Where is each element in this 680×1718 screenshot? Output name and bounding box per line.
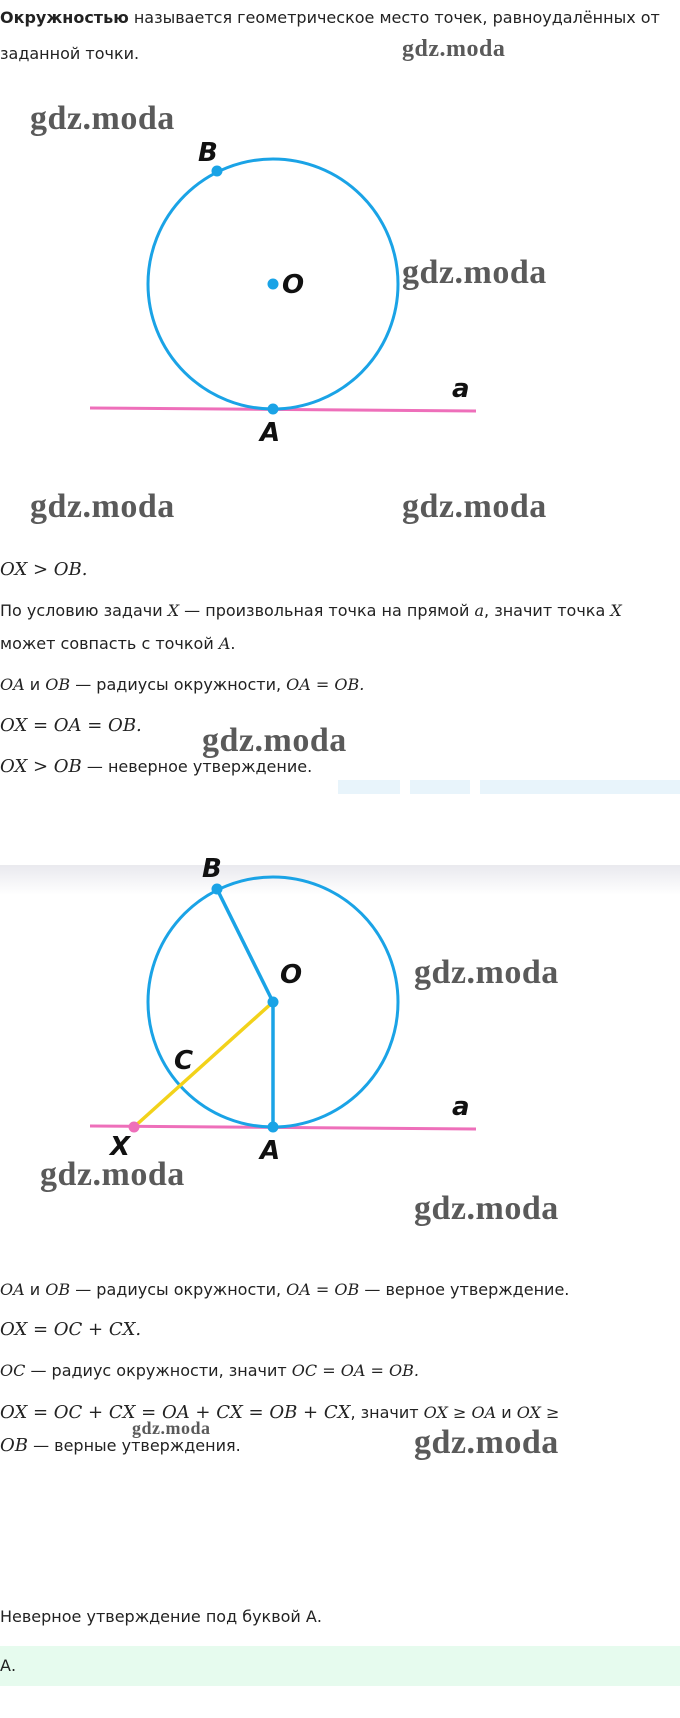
text: может совпасть с точкой (0, 634, 219, 653)
watermark: gdz.moda (414, 1190, 559, 1227)
text: , значит точка (484, 601, 611, 620)
watermark: gdz.moda (40, 1156, 185, 1193)
math-a: a (474, 601, 485, 620)
solution2-line-4 (0, 1403, 559, 1423)
solution2-line-3 (0, 1361, 419, 1381)
math-oa: OA (0, 1280, 25, 1299)
point-a (268, 1122, 279, 1133)
text: и (24, 1280, 46, 1299)
definition-text: называется геометрическое место точек, равноудалённых от (128, 8, 660, 27)
label-a-line: a (452, 1092, 470, 1122)
watermark: gdz.moda (414, 1424, 559, 1461)
watermark: gdz.moda (402, 488, 547, 525)
watermark: gdz.moda (202, 722, 347, 759)
label-b: B (198, 138, 218, 168)
math-ob: OB (45, 675, 71, 694)
math-oc: OC (0, 1361, 26, 1380)
label-a-point: A (260, 1136, 281, 1166)
text: По условию задачи (0, 601, 168, 620)
definition-line-2: заданной точки. (0, 44, 140, 63)
math-eq: OA = OB (286, 1280, 360, 1299)
math-x: X (610, 601, 622, 620)
solution2-eq: OX = OC + CX. (0, 1319, 142, 1340)
math-a: A (218, 634, 231, 653)
label-a-point: A (260, 418, 281, 448)
point-b (212, 884, 223, 895)
label-c: C (174, 1046, 194, 1076)
math-eq: OC = OA = OB. (291, 1361, 419, 1380)
math-ob: OB (45, 1280, 71, 1299)
watermark: gdz.moda (414, 954, 559, 991)
text: — верное утверждение. (359, 1280, 570, 1299)
math-ob: OB (0, 1435, 28, 1456)
math-ineq: OX > OB (0, 756, 82, 777)
text: . (230, 634, 236, 653)
text: и (496, 1403, 517, 1422)
watermark: gdz.moda (132, 1418, 211, 1438)
label-o: O (280, 960, 303, 990)
text: — произвольная точка на прямой (179, 601, 475, 620)
watermark: gdz.moda (402, 254, 547, 291)
math-x: X (167, 601, 180, 620)
label-a-line: a (452, 374, 470, 404)
label-o: O (282, 270, 305, 300)
math-oa: OA (0, 675, 25, 694)
label-b: B (202, 854, 222, 884)
solution1-eq: OX = OA = OB. (0, 715, 142, 736)
solution2-line-1 (0, 1280, 569, 1300)
segment-ob (217, 889, 273, 1002)
text: — радиусы окружности, (70, 1280, 287, 1299)
math-ineq: OX ≥ (516, 1403, 560, 1422)
math-eq: OX = OC + CX = OA + CX = OB + CX (0, 1402, 351, 1423)
claim: OX > OB. (0, 559, 88, 580)
watermark: gdz.moda (402, 36, 506, 62)
label-x: X (110, 1132, 131, 1162)
segment-ox (134, 1002, 273, 1127)
text: — неверное утверждение. (81, 757, 313, 776)
point-o (268, 997, 279, 1008)
point-x (129, 1122, 140, 1133)
text: , значит (350, 1403, 424, 1422)
definition-term: Окружностью (0, 8, 129, 27)
solution2-line-5 (0, 1436, 241, 1456)
text: и (24, 675, 46, 694)
text: — радиус окружности, значит (25, 1361, 292, 1380)
answer-text: А. (0, 1656, 17, 1675)
answer-box (0, 1646, 680, 1686)
math-eq: OA = OB. (286, 675, 365, 694)
text: — радиусы окружности, (70, 675, 287, 694)
watermark: gdz.moda (30, 488, 175, 525)
watermark: gdz.moda (30, 100, 175, 137)
text: — верные утверждения. (27, 1436, 241, 1455)
math-ineq: OX ≥ OA (423, 1403, 497, 1422)
conclusion: Неверное утверждение под буквой А. (0, 1607, 322, 1626)
